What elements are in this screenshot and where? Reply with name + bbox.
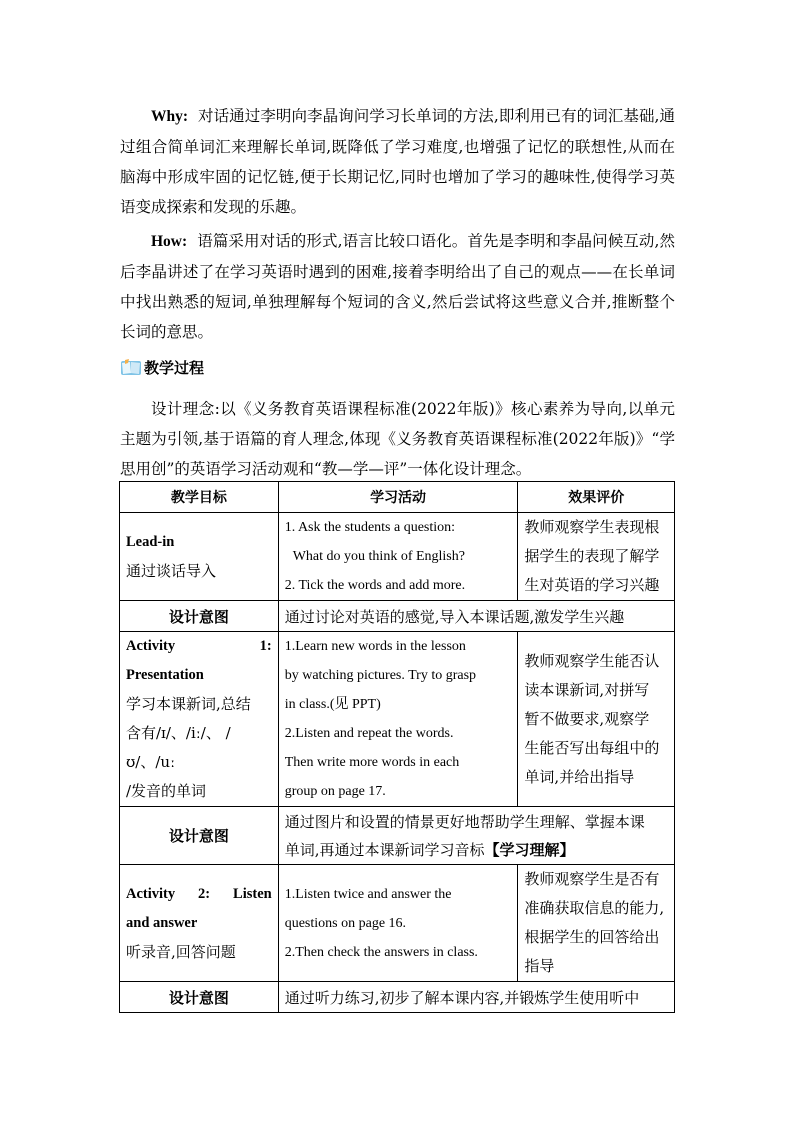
goal-en-b: 2: xyxy=(198,885,211,902)
activity-line: 2. Tick the words and add more. xyxy=(284,578,466,593)
intent-text: 通过讨论对英语的感觉,导入本课话题,激发学生兴趣 xyxy=(278,601,674,632)
evaluation-line: 单词,并给出指导 xyxy=(524,767,635,786)
activity-line: by watching pictures. Try to grasp xyxy=(284,668,477,683)
goal-en-c: Listen xyxy=(233,885,272,902)
activity-line: 2.Listen and repeat the words. xyxy=(284,726,454,741)
how-label: How: xyxy=(151,233,188,250)
evaluation-line: 根据学生的回答给出 xyxy=(524,928,660,946)
section-heading xyxy=(120,354,204,380)
intent-text: 通过听力练习,初步了解本课内容,并锻炼学生使用听中 xyxy=(278,982,674,1013)
goal-en-d: and answer xyxy=(126,914,198,931)
table-header-row xyxy=(120,482,675,513)
goal-en-a: Activity xyxy=(126,638,176,654)
intent-row xyxy=(120,601,675,632)
header-activity: 学习活动 xyxy=(278,482,518,513)
activity-line: questions on page 16. xyxy=(284,915,407,931)
activity-cell xyxy=(278,865,518,982)
concept-paragraph: 设计理念:以《义务教育英语课程标准(2022年版)》核心素养为导向,以单元主题为引领,基于语篇的育人理念,体现《义务教育英语课程标准(2022年版)》“学思用创”的英语学习活动观和“教—学—评”一体化设计理念。 xyxy=(120,400,675,478)
how-text: 语篇采用对话的形式,语言比较口语化。首先是李明和李晶问候互动,然后李晶讲述了在学习英语时遇到的困难,接着李明给出了自己的观点——在长单词中找出熟悉的短词,单独理解每个短词的含义,然后尝试将这些意义合并,推断整个长词的意思。 xyxy=(120,232,675,341)
table-row xyxy=(120,513,675,601)
intent-tag: 【学习理解】 xyxy=(484,840,575,859)
why-label: Why: xyxy=(151,108,189,125)
intent-text xyxy=(278,807,674,865)
goal-en-c: Presentation xyxy=(126,667,204,683)
evaluation-line: 读本课新词,对拼写 xyxy=(524,680,650,699)
table-row xyxy=(120,865,675,982)
goal-en-a: Activity xyxy=(126,885,176,902)
intent-label: 设计意图 xyxy=(120,807,279,865)
goal-en-b: 1: xyxy=(259,638,272,654)
goal-cell xyxy=(120,513,279,601)
intent-row xyxy=(120,807,675,865)
goal-en: Lead-in xyxy=(126,533,175,550)
intent-row xyxy=(120,982,675,1013)
section-title: 教学过程 xyxy=(144,358,205,377)
evaluation-cell xyxy=(518,865,675,982)
evaluation-line: 指导 xyxy=(524,957,555,975)
how-paragraph xyxy=(120,226,675,347)
evaluation-line: 教师观察学生是否有 xyxy=(524,870,660,888)
intent-label: 设计意图 xyxy=(120,982,279,1013)
activity-line: Then write more words in each xyxy=(284,755,460,770)
intent-line: 通过图片和设置的情景更好地帮助学生理解、掌握本课 xyxy=(284,812,645,831)
goal-zh: 听录音,回答问题 xyxy=(126,942,236,961)
activity-line: 1.Learn new words in the lesson xyxy=(284,639,466,654)
evaluation-line: 生对英语的学习兴趣 xyxy=(524,576,660,594)
table-row xyxy=(120,632,675,807)
intent-label: 设计意图 xyxy=(120,601,279,632)
why-paragraph xyxy=(120,101,675,222)
goal-zh: 通过谈话导入 xyxy=(126,561,217,580)
evaluation-line: 生能否写出每组中的 xyxy=(524,738,660,757)
goal-cell xyxy=(120,865,279,982)
activity-cell xyxy=(278,513,518,601)
teaching-process-table xyxy=(119,481,675,1013)
goal-zh-line: 学习本课新词,总结 xyxy=(126,695,251,713)
book-icon xyxy=(120,358,142,376)
evaluation-line: 教师观察学生能否认 xyxy=(524,651,660,670)
why-text: 对话通过李明向李晶询问学习长单词的方法,即利用已有的词汇基础,通过组合简单词汇来理解长单词,既降低了学习难度,也增强了记忆的联想性,从而在脑海中形成牢固的记忆链,便于长期记忆,同时也增加了学习的趣味性,使得学习英语变成探索和发现的乐趣。 xyxy=(120,107,676,216)
evaluation-cell xyxy=(518,632,675,807)
evaluation-line: 教师观察学生表现根 xyxy=(524,518,660,536)
activity-line: in class.(见 PPT) xyxy=(284,697,381,712)
evaluation-cell xyxy=(518,513,675,601)
evaluation-line: 准确获取信息的能力, xyxy=(524,899,665,917)
activity-cell xyxy=(278,632,518,807)
activity-line: 1. Ask the students a question: xyxy=(284,520,456,535)
header-goal: 教学目标 xyxy=(120,482,279,513)
goal-zh-line: 含有/ɪ/、/iː/、 /ʊ/、/uː xyxy=(126,724,231,771)
activity-line: What do you think of English? xyxy=(292,549,465,564)
goal-cell xyxy=(120,632,279,807)
header-evaluation: 效果评价 xyxy=(518,482,675,513)
intent-line: 单词,再通过本课新词学习音标 xyxy=(284,840,485,859)
activity-line: 1.Listen twice and answer the xyxy=(284,886,452,902)
evaluation-line: 据学生的表现了解学 xyxy=(524,547,660,565)
activity-line: group on page 17. xyxy=(284,784,386,799)
activity-line: 2.Then check the answers in class. xyxy=(284,944,478,960)
goal-zh-line: /发音的单词 xyxy=(126,782,207,800)
evaluation-line: 暂不做要求,观察学 xyxy=(524,709,650,728)
